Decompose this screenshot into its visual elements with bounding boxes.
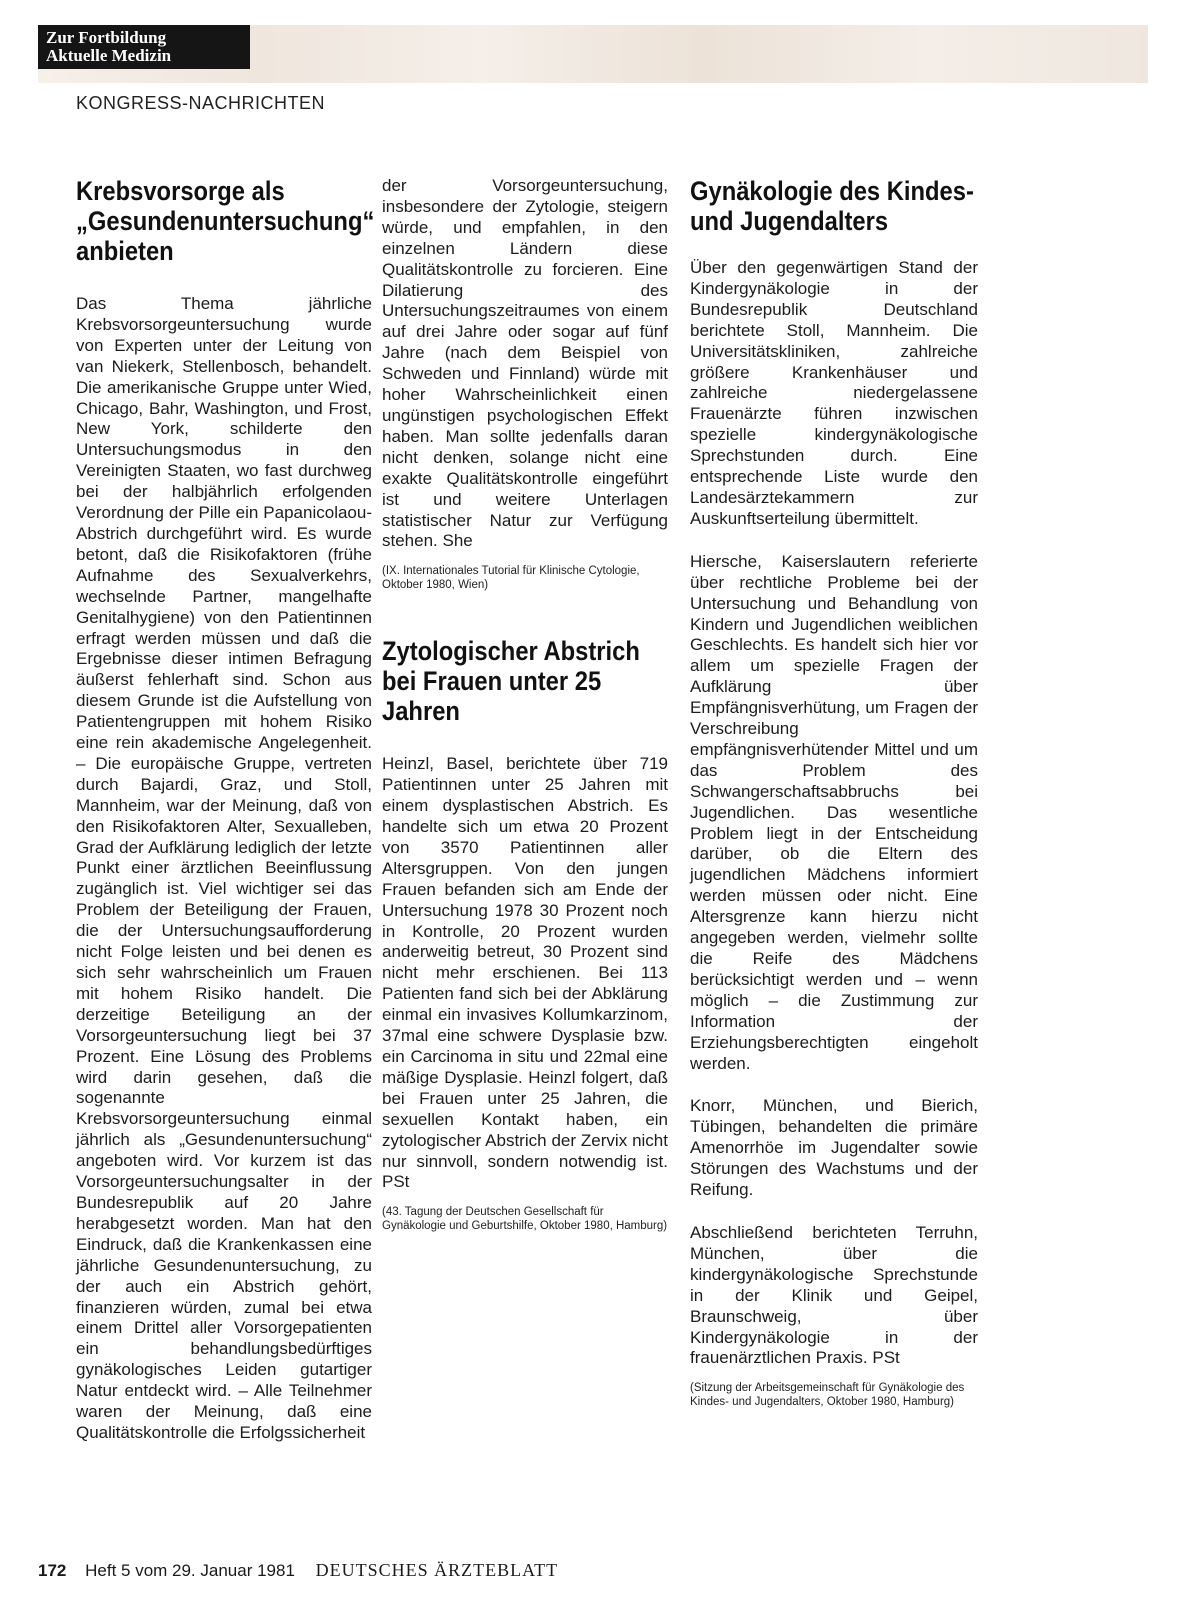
article-2-title: Zytologischer Abstrich bei Frauen unter 25 Jahren — [382, 636, 640, 727]
section-label: KONGRESS-NACHRICHTEN — [76, 93, 326, 113]
article-1-body: Das Thema jährliche Krebsvorsorgeuntersuchung wurde von Experten unter der Leitung von van Niekerk, Stellenbosch, behandelt. Die amerikanische Gruppe unter Wied, Chicago, Bahr, Washington, und Frost, New York, schilderte den Untersuchungsmodus in den Vereinigten Staaten, wo fast durchweg bei der halbjährlich erfolgenden Verordnung der Pille ein Papanicolaou-Abstrich durchgeführt wird. Es wurde betont, daß die Risikofaktoren (frühe Aufnahme des Sexualverkehrs, wechselnde Partner, mangelhafte Genitalhygiene) von den Patientinnen erfragt werden müssen und daß die Ergebnisse dieser intimen Befragung äußerst fehlerhaft sind. Schon aus diesem Grunde ist die Aufstellung von Patientengruppen mit hohem Risiko eine rein akademische Angelegenheit. – Die europäische Gruppe, vertreten durch Bajardi, Graz, und Stoll, Mannheim, war der Meinung, daß von den Risikofaktoren Alter, Sexualleben, Grad der Aufklärung lediglich der letzte Punkt einer ärztlichen Beeinflussung zugänglich ist. Viel wichtiger sei das Problem der Beteiligung der Frauen, die der Untersuchungsaufforderung nicht Folge leisten und bei denen es sich sehr wahrscheinlich um Frauen mit hohem Risiko handelt. Die derzeitige Beteiligung an der Vorsorgeuntersuchung liegt bei 37 Prozent. Eine Lösung des Problems wird darin gesehen, daß die sogenannte Krebsvorsorgeuntersuchung einmal jährlich als „Gesundenuntersuchung“ angeboten wird. Vor kurzem ist das Vorsorgeuntersuchungsalter in der Bundesrepublik auf 20 Jahre herabgesetzt worden. Man hat den Eindruck, daß die Krankenkassen eine jährliche Gesundenuntersuchung, zu der auch ein Abstrich gehört, finanzieren würden, zumal bei etwa einem Drittel aller Vorsorgepatienten ein behandlungsbedürftiges gynäkologisches Leiden gutartiger Natur entdeckt wird. – Alle Teilnehmer waren der Meinung, daß eine Qualitätskontrolle die Erfolgssicherheit — [76, 294, 372, 1442]
article-3-title: Gynäkologie des Kindes- und Jugendalters — [690, 176, 974, 236]
column-3 — [690, 176, 978, 1409]
badge-line-2: Aktuelle Medizin — [46, 46, 172, 65]
page-footer — [38, 1560, 558, 1581]
article-1-title: Krebsvorsorge als „Gesundenuntersuchung“ anbieten — [76, 176, 375, 266]
article-2-source: (43. Tagung der Deutschen Gesellschaft für Gynäkologie und Geburtshilfe, Oktober 1980, Hamburg) — [382, 1206, 668, 1233]
issue-info: Heft 5 vom 29. Januar 1981 — [85, 1561, 295, 1580]
article-3-paragraph-1: Über den gegenwärtigen Stand der Kindergynäkologie in der Bundesrepublik Deutschland berichtete Stoll, Mannheim. Die Universitätskliniken, zahlreiche größere Krankenhäuser und zahlreiche niedergelassene Frauenärzte führen inzwischen spezielle kindergynäkologische Sprechstunden durch. Eine entsprechende Liste wurde den Landesärztekammern zur Auskunftserteilung übermittelt. — [690, 258, 978, 528]
article-3-source: (Sitzung der Arbeitsgemeinschaft für Gynäkologie des Kindes- und Jugendalters, Oktober 1980, Hamburg) — [690, 1382, 965, 1409]
department-badge — [38, 25, 250, 69]
article-3-paragraph-4: Abschließend berichteten Terruhn, München, über die kindergynäkologische Sprechstunde in der Klinik und Geipel, Braunschweig, über Kindergynäkologie in der frauenärztlichen Praxis. PSt — [690, 1222, 978, 1368]
article-3-paragraph-3: Knorr, München, und Bierich, Tübingen, behandelten die primäre Amenorrhöe im Jugendalter sowie Störungen des Wachstums und der Reifung. — [690, 1096, 978, 1200]
article-1-body-continued: der Vorsorgeuntersuchung, insbesondere der Zytologie, steigern würde, und empfahlen, in den einzelnen Ländern diese Qualitätskontrolle zu forcieren. Eine Dilatierung des Untersuchungszeitraumes von einem auf drei Jahre oder sogar auf fünf Jahre (nach dem Beispiel von Schweden und Finnland) würde mit hoher Wahrscheinlichkeit einen ungünstigen psychologischen Effekt haben. Man sollte jedenfalls daran nicht denken, solange nicht eine exakte Qualitätskontrolle eingeführt ist und weitere Unterlagen statistischer Natur zur Verfügung stehen. She — [382, 176, 668, 551]
column-2 — [382, 176, 668, 1233]
article-2-body: Heinzl, Basel, berichtete über 719 Patientinnen unter 25 Jahren mit einem dysplastischen Abstrich. Es handelte sich um etwa 20 Prozent von 3570 Patientinnen aller Altersgruppen. Von den jungen Frauen befanden sich am Ende der Untersuchung 1978 30 Prozent noch in Kontrolle, 20 Prozent wurden anderweitig betreut, 30 Prozent sind nicht mehr erschienen. Bei 113 Patienten fand sich bei der Abklärung einmal ein invasives Kollumkarzinom, 37mal eine schwere Dysplasie bzw. ein Carcinoma in situ und 22mal eine mäßige Dysplasie. Heinzl folgert, daß bei Frauen unter 25 Jahren, die sexuellen Kontakt haben, ein zytologischer Abstrich der Zervix nicht nur sinnvoll, sondern notwendig ist. PSt — [382, 754, 668, 1192]
journal-name: DEUTSCHES ÄRZTEBLATT — [315, 1560, 559, 1580]
article-1-source: (IX. Internationales Tutorial für Klinische Cytologie, Oktober 1980, Wien) — [382, 565, 640, 592]
badge-line-1: Zur Fortbildung — [46, 28, 167, 47]
article-3-paragraph-2: Hiersche, Kaiserslautern referierte über rechtliche Probleme bei der Untersuchung und Behandlung von Kindern und Jugendlichen weiblichen Geschlechts. Es handelt sich hier vor allem um spezielle Fragen der Aufklärung über Empfängnisverhütung, um Fragen der Verschreibung empfängnisverhütender Mittel und um das Problem des Schwangerschaftsabbruchs bei Jugendlichen. Das wesentliche Problem liegt in der Entscheidung darüber, ob die Eltern des jugendlichen Mädchens informiert werden müssen oder nicht. Eine Altersgrenze kann hierzu nicht angegeben werden, vielmehr sollte die Reife des Mädchens berücksichtigt werden und – wenn möglich – die Zustimmung zur Information der Erziehungsberechtigten eingeholt werden. — [690, 551, 978, 1073]
column-1 — [76, 176, 375, 1444]
page-number: 172 — [38, 1561, 67, 1580]
